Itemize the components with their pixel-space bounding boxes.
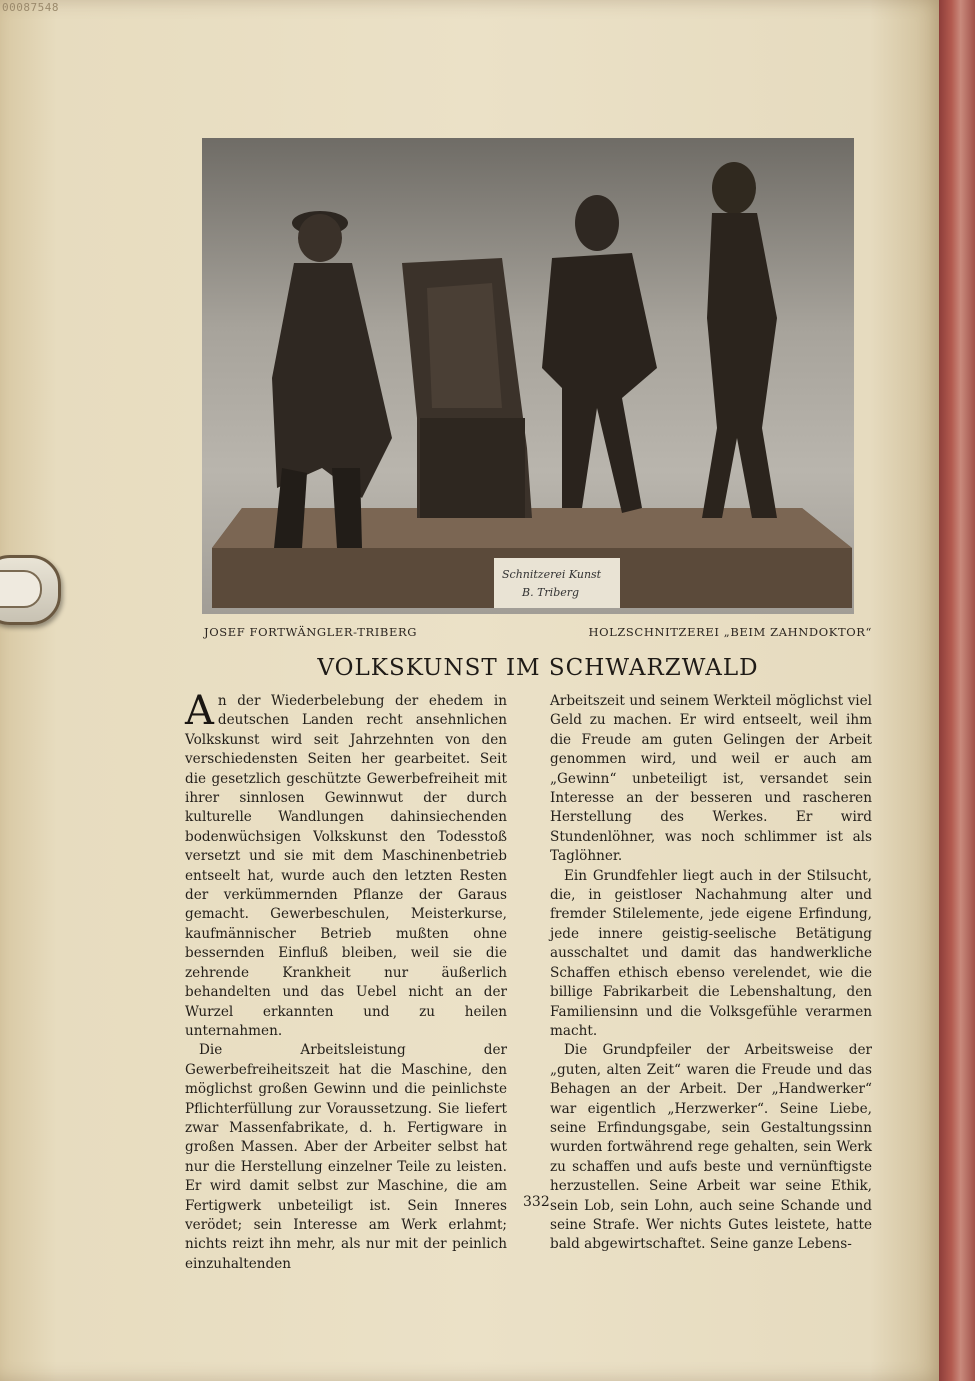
paper-clip-inner	[0, 570, 42, 608]
base-label	[494, 558, 620, 608]
carving-illustration	[202, 138, 854, 614]
book-spine	[939, 0, 975, 1381]
paragraph: Die Arbeitsleistung der Gewerbefreiheitszeit hat die Maschine, den möglichst großen Gewinn und die peinlichste Pflichterfüllung zur Voraussetzung. Sie liefert zwar Massenfabrikate, d. h. Fertigware in großen Massen. Aber der Arbeiter selbst hat nur die Herstellung einzelner Teile zu leisten. Er wird damit selbst zur Maschine, die am Fertigwerk unbeteiligt ist. Sein Inneres verödet; sein Interesse am Werk erlahmt; nichts reizt ihn mehr, als nur mit der peinlich einzuhaltenden	[185, 1042, 507, 1272]
paragraph: Die Grundpfeiler der Arbeitsweise der „guten, alten Zeit“ waren die Freude und das Behagen an der Arbeit. Der „Handwerker“ war eigentlich „Herzwerker“. Seine Liebe, seine Erfindungsgabe, sein Gestaltungssinn wurden fortwährend rege gehalten, sein Werk zu schaffen und aufs beste und vernünftigste herzustellen. Seine Arbeit war seine Ethik, sein Lob, sein Lohn, auch seine Schande und seine Strafe. Wer nichts Gutes leistete, hatte bald abgewirtschaftet. Seine ganze Lebens-	[550, 1042, 872, 1253]
scan-id: 00087548	[2, 1, 59, 14]
article-title: VOLKSKUNST IM SCHWARZWALD	[317, 655, 759, 681]
drop-cap: A	[185, 688, 214, 734]
base-label-line-1: Schnitzerei Kunst	[502, 568, 602, 581]
carving-photo	[202, 138, 854, 614]
paragraph-text: n der Wiederbelebung der ehedem in deutschen Landen recht ansehnlichen Volkskunst wird seit Jahrzehnten von den verschiedensten Seiten her gearbeitet. Seit die gesetzlich geschützte Gewerbefreiheit mit ihrer sinnlosen Gewinnwut der durch kulturelle Wandlungen dahinsiechenden bodenwüchsigen Volkskunst den Todesstoß versetzt und sie mit dem Maschinenbetrieb entseelt hat, wurde auch den letzten Resten der verkümmernden Pflanze der Garaus gemacht. Gewerbeschulen, Meisterkurse, kaufmännischer Betrieb mußten ohne bessernden Einfluß bleiben, weil sie die zehrende Krankheit nur äußerlich behandelten und das Uebel nicht an der Wurzel erkannten und zu heilen unternahmen.	[185, 693, 507, 1039]
photo-credit: JOSEF FORTWÄNGLER-TRIBERG	[204, 625, 418, 639]
text-column-left	[185, 688, 507, 1274]
text-column-right	[550, 692, 872, 1255]
paragraph: Ein Grundfehler liegt auch in der Stilsucht, die, in geistloser Nachahmung alter und fremder Stilelemente, jede eigene Erfindung, jede innere geistig-seelische Betätigung ausschaltet und damit das handwerkliche Schaffen ethisch ebenso verelendet, wie die billige Fabrikarbeit die Lebenshaltung, den Familiensinn und die Volksgefühle verarmen macht.	[550, 867, 872, 1039]
base-label-line-2: B. Triberg	[522, 586, 580, 599]
photo-caption: HOLZSCHNITZEREI „BEIM ZAHNDOKTOR“	[588, 625, 872, 639]
page-number: 332	[523, 1194, 550, 1210]
paragraph: Arbeitszeit und seinem Werkteil möglichst viel Geld zu machen. Er wird entseelt, weil ihm die Freude am guten Gelingen der Arbeit genommen wird, und weil er auch am „Gewinn“ unbeteiligt ist, versandet sein Interesse an der besseren und rascheren Herstellung des Werkes. Er wird Stundenlöhner, was noch schlimmer ist als Taglöhner.	[550, 693, 872, 865]
paragraph	[185, 688, 507, 1041]
